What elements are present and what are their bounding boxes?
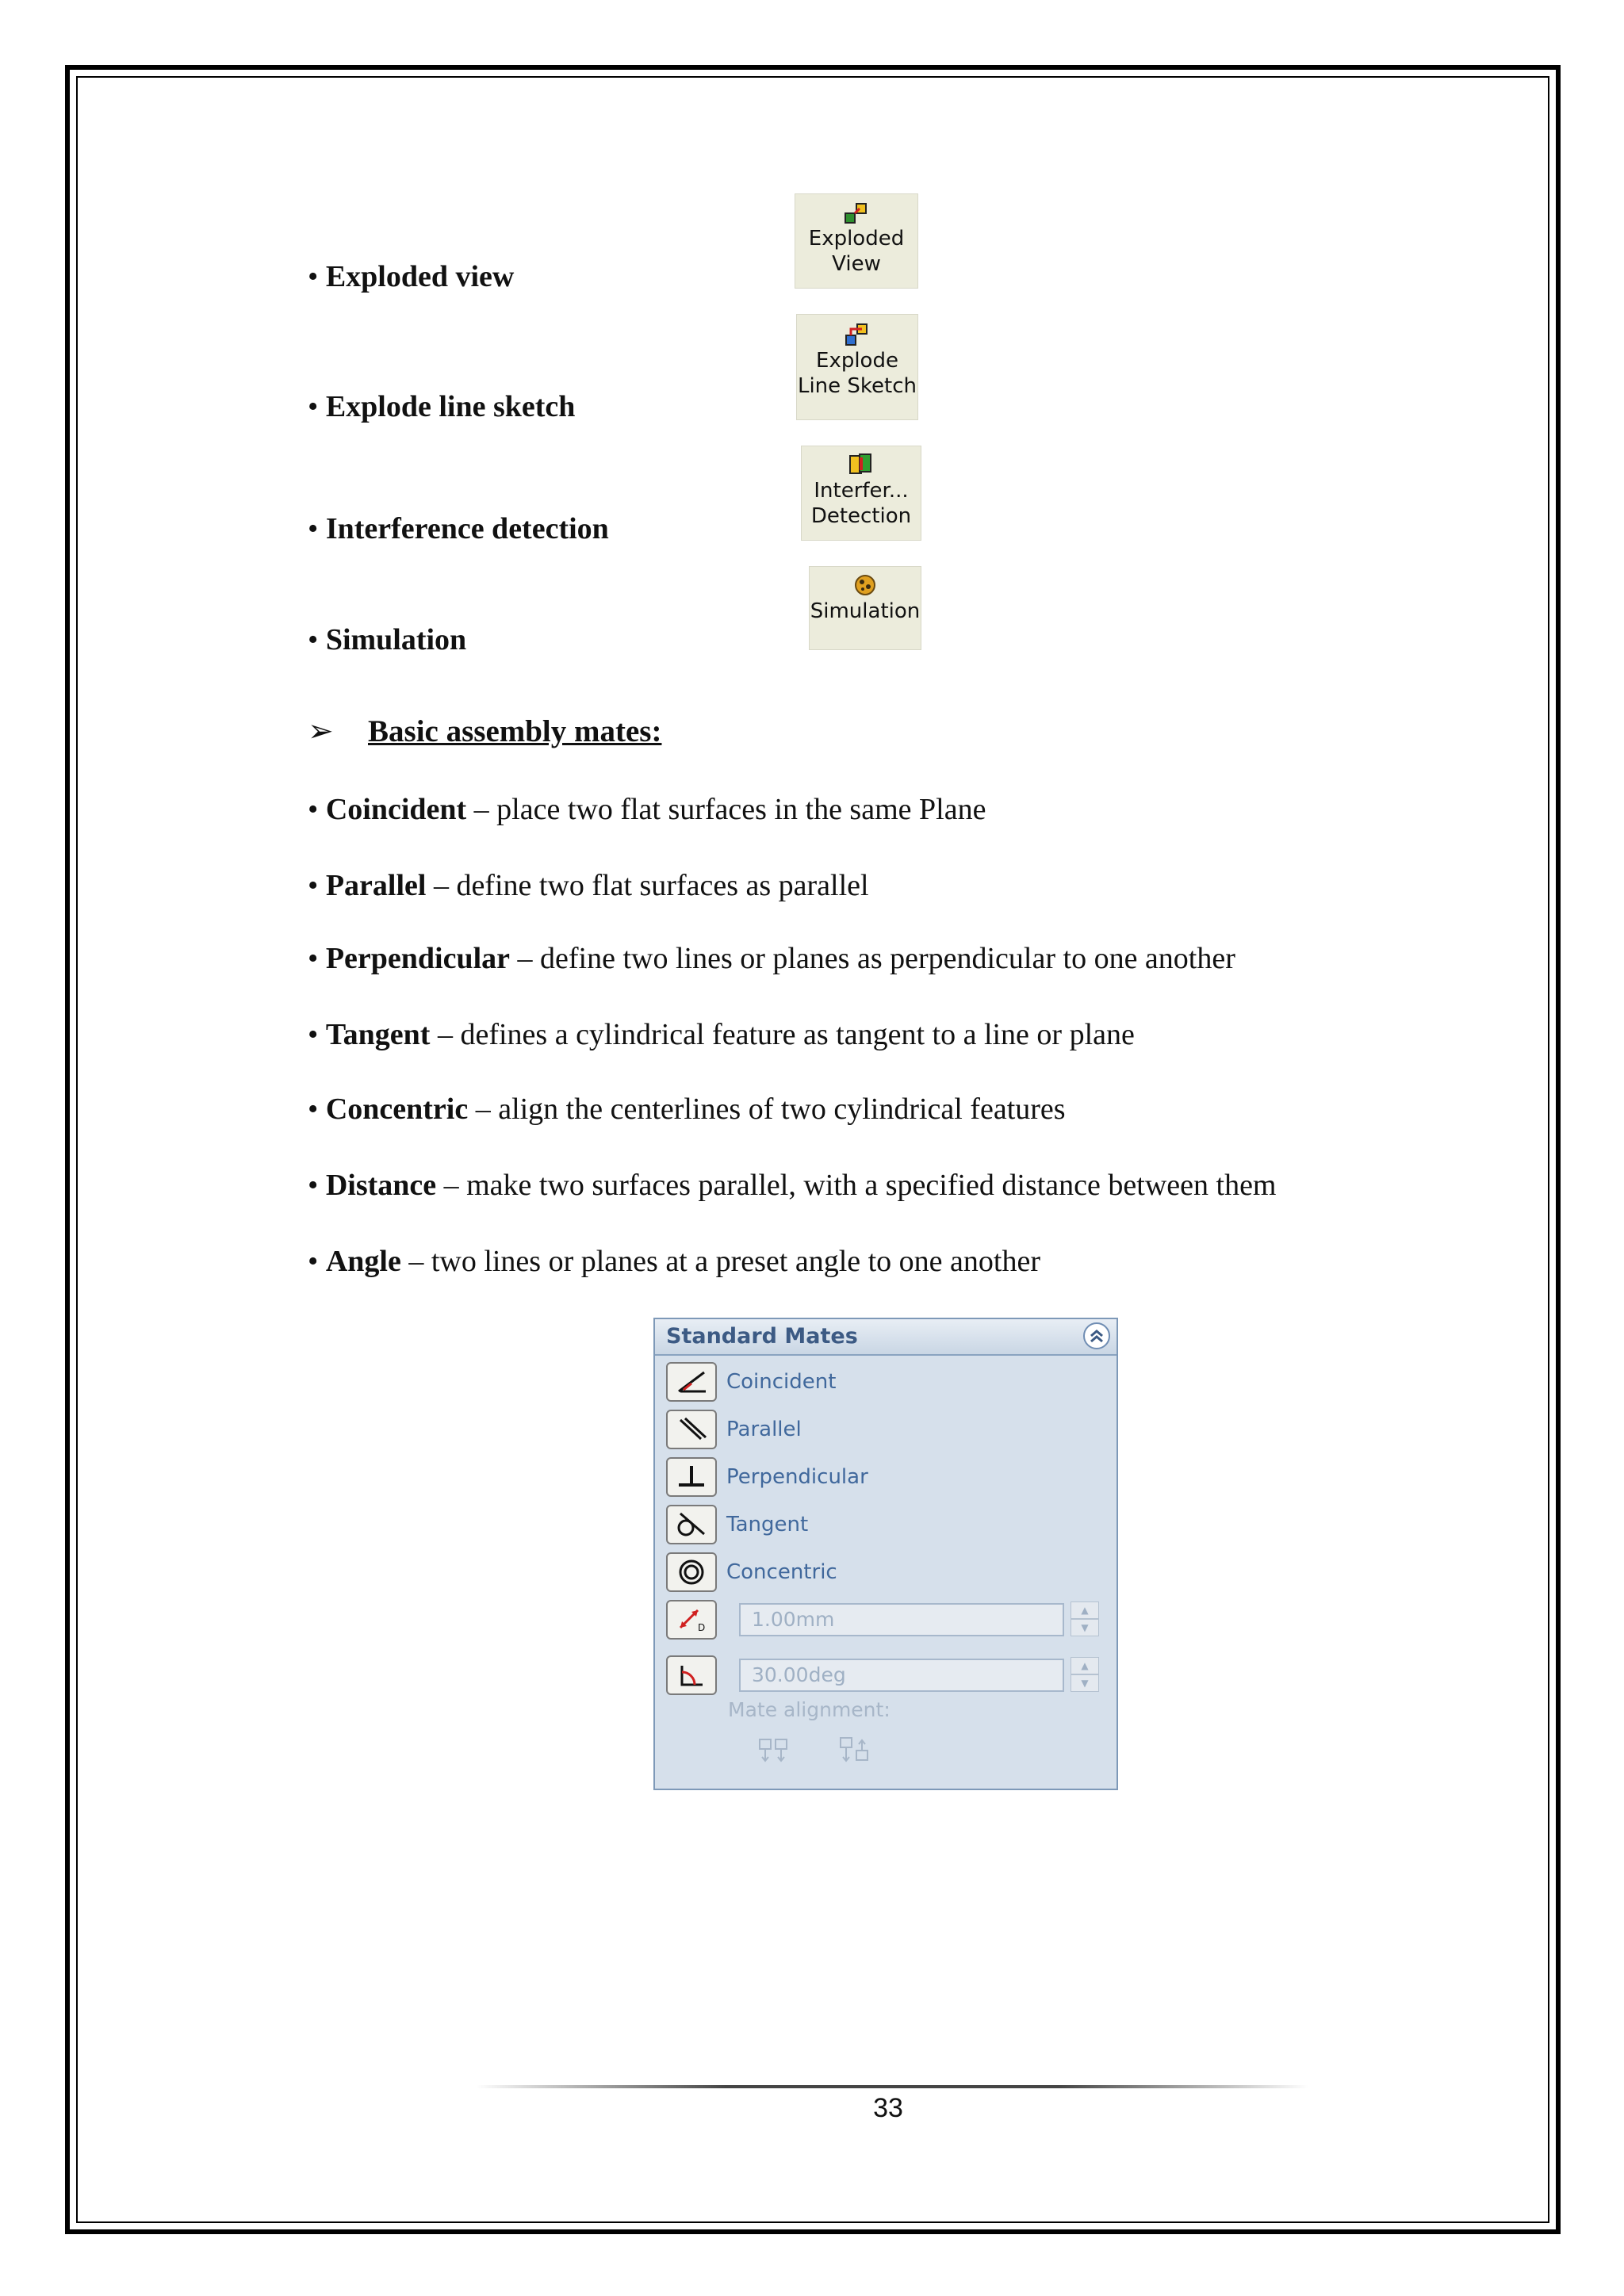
collapse-button[interactable] [1083,1322,1110,1349]
tool-item-interference-detection: • Interference detection [308,512,609,545]
interference-detection-label-2: Detection [810,504,912,528]
aligned-icon [756,1735,796,1766]
mate-option-label: Parallel [726,1418,802,1441]
panel-title: Standard Mates [666,1324,858,1349]
tool-item-explode-line-sketch: • Explode line sketch [308,390,576,423]
angle-icon [666,1655,717,1695]
coincident-icon [666,1362,717,1402]
simulation-label: Simulation [810,599,921,623]
mate-option-label: Tangent [726,1513,809,1536]
interference-detection-label-1: Interfer... [814,479,909,503]
mate-definition-tangent: • Tangent – defines a cylindrical feature as tangent to a line or plane [308,1018,1135,1051]
spinner-up-icon[interactable]: ▲ [1071,1601,1099,1619]
angle-spinner[interactable] [1071,1657,1099,1693]
simulation-icon [851,572,879,599]
distance-input[interactable]: 1.00mm [739,1603,1064,1636]
mate-option-angle[interactable] [666,1655,1110,1697]
simulation-button[interactable] [809,566,921,650]
mate-alignment-label: Mate alignment: [728,1698,891,1721]
mate-definition-parallel: • Parallel – define two flat surfaces as parallel [308,869,869,902]
tool-item-exploded-view: • Exploded view [308,260,515,293]
spinner-down-icon[interactable]: ▼ [1071,1619,1099,1636]
explode-line-sketch-button[interactable] [796,314,918,420]
distance-icon [666,1600,717,1640]
explode-line-sketch-label-2: Line Sketch [797,374,917,398]
tool-item-simulation: • Simulation [308,623,467,656]
distance-spinner[interactable] [1071,1601,1099,1638]
mate-option-distance[interactable] [666,1600,1110,1641]
anti-aligned-icon [837,1735,877,1766]
spinner-up-icon[interactable]: ▲ [1071,1657,1099,1674]
exploded-view-label-1: Exploded [808,227,905,251]
mate-option-label: Perpendicular [726,1465,868,1489]
mate-option-perpendicular[interactable] [666,1457,1110,1498]
chevron-double-up-icon [1089,1329,1105,1343]
mate-definition-concentric: • Concentric – align the centerlines of two cylindrical features [308,1093,1066,1126]
aligned-button[interactable] [756,1735,796,1766]
panel-header [655,1319,1116,1356]
standard-mates-panel [653,1318,1118,1790]
section-heading [308,714,661,750]
section-heading-text: Basic assembly mates: [368,714,662,748]
parallel-icon [666,1410,717,1449]
perpendicular-icon [666,1457,717,1497]
mate-option-label: Concentric [726,1560,837,1584]
interference-detection-icon [847,451,875,478]
exploded-view-button[interactable] [795,193,918,289]
mate-option-label: Coincident [726,1370,837,1394]
footer-rule [476,2085,1308,2088]
mate-option-tangent[interactable] [666,1505,1110,1546]
arrow-bullet-icon: ➢ [308,714,334,748]
spinner-down-icon[interactable]: ▼ [1071,1674,1099,1692]
angle-input[interactable]: 30.00deg [739,1659,1064,1692]
exploded-view-label-2: View [832,252,881,276]
exploded-view-icon [842,199,871,226]
svg-text:D: D [698,1622,706,1633]
mate-option-parallel[interactable] [666,1410,1110,1451]
mate-definition-angle: • Angle – two lines or planes at a preset angle to one another [308,1245,1040,1278]
interference-detection-button[interactable] [801,446,921,541]
explode-line-sketch-label-1: Explode [816,349,898,373]
mate-option-coincident[interactable] [666,1362,1110,1403]
page-number: 33 [873,2093,903,2123]
mate-option-concentric[interactable] [666,1552,1110,1594]
concentric-icon [666,1552,717,1592]
anti-aligned-button[interactable] [837,1735,877,1766]
explode-line-sketch-icon [843,320,871,348]
mate-definition-coincident: • Coincident – place two flat surfaces in the same Plane [308,793,986,826]
tangent-icon [666,1505,717,1544]
mate-definition-perpendicular: • Perpendicular – define two lines or planes as perpendicular to one another [308,942,1235,975]
mate-definition-distance: • Distance – make two surfaces parallel, with a specified distance between them [308,1169,1277,1202]
